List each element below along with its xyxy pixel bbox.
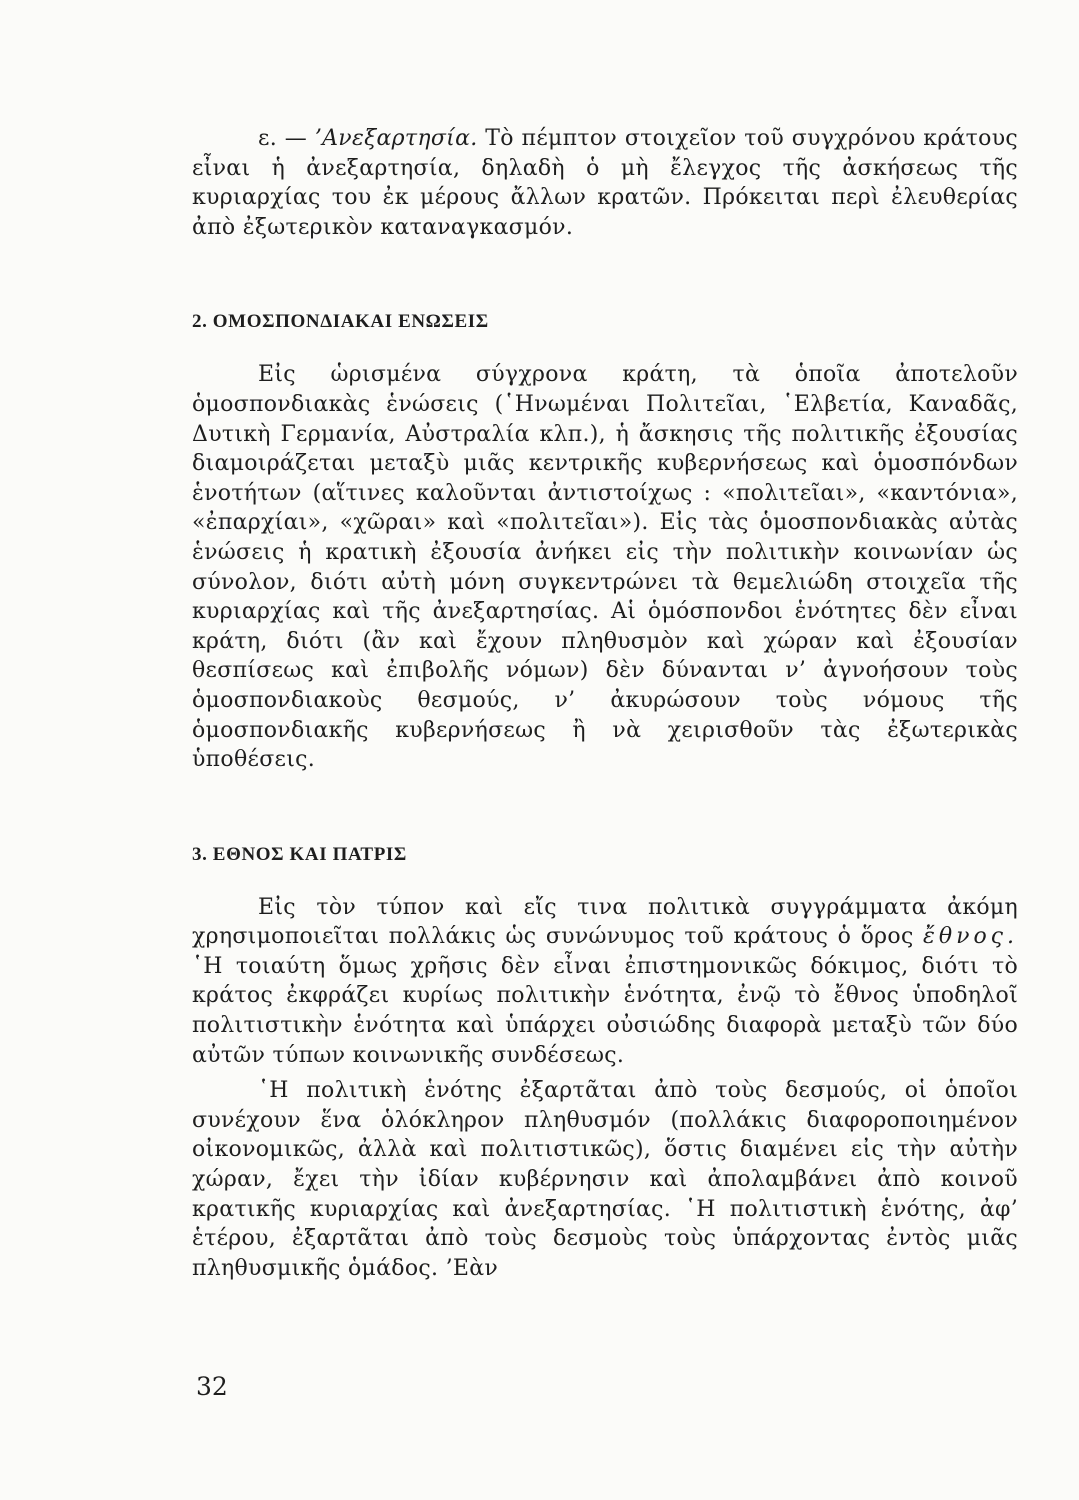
term-independence: ’Ανεξαρτησία. xyxy=(314,126,478,151)
page-body xyxy=(192,118,1018,1283)
paragraph-federal-unions: Εἰς ὡρισμένα σύγχρονα κράτη, τὰ ὁποῖα ἀποτελοῦν ὁμοσπονδιακὰς ἑνώσεις (῾Ηνωμέναι Πολιτεῖαι, ῾Ελβετία, Καναδᾶς, Δυτικὴ Γερμανία, Αὐστραλία κλπ.), ἡ ἄσκησις τῆς πολιτικῆς ἐξουσίας διαμοιράζεται μεταξὺ μιᾶς κεντρικῆς κυβερνήσεως καὶ ὁμοσπόνδων ἑνοτήτων (αἵτινες καλοῦνται ἀντιστοίχως : «πολιτεῖαι», «καντόνια», «ἐπαρχίαι», «χῶραι» καὶ «πολιτεῖαι»). Εἰς τὰς ὁμοσπονδιακὰς αὐτὰς ἑνώσεις ἡ κρατικὴ ἐξουσία ἀνήκει εἰς τὴν πολιτικὴν κοινωνίαν ὡς σύνολον, διότι αὐτὴ μόνη συγκεντρώνει τὰ θεμελιώδη στοιχεῖα τῆς κυριαρχίας καὶ τῆς ἀνεξαρτησίας. Αἱ ὁμόσπονδοι ἑνότητες δὲν εἶναι κράτη, διότι (ἂν καὶ ἔχουν πληθυσμὸν καὶ χώραν καὶ ἐξουσίαν θεσπίσεως καὶ ἐπιβολῆς νόμων) δὲν δύνανται ν’ ἀγνοήσουν τοὺς ὁμοσπονδιακοὺς θεσμούς, ν’ ἀκυρώσουν τοὺς νόμους τῆς ὁμοσπονδιακῆς κυβερνήσεως ἢ νὰ χειρισθοῦν τὰς ἐξωτερικὰς ὑποθέσεις. xyxy=(192,362,1018,773)
page-number: 32 xyxy=(196,1372,228,1401)
paragraph-nation-1 xyxy=(192,893,1018,1071)
paragraph-independence-text: Τὸ πέμπτον στοιχεῖον τοῦ συγχρόνου κράτους εἶναι ἡ ἀνεξαρτησία, δηλαδὴ ὁ μὴ ἔλεγχος τῆς ἀσκήσεως τῆς κυριαρχίας του ἐκ μέρους ἄλλων κρατῶν. Πρόκειται περὶ ἐλευθερίας ἀπὸ ἐξωτερικὸν καταναγκασμόν. xyxy=(192,126,1018,240)
item-marker: ε. — xyxy=(258,126,315,151)
term-nation: ἔθνος. xyxy=(923,924,1018,950)
paragraph-nation-2: ῾Η πολιτικὴ ἑνότης ἐξαρτᾶται ἀπὸ τοὺς δεσμούς, οἱ ὁποῖοι συνέχουν ἕνα ὁλόκληρον πληθυσμόν (πολλάκις διαφοροποιημένον οἰκονομικῶς, ἀλλὰ καὶ πολιτιστικῶς), ὅστις διαμένει εἰς τὴν αὐτὴν χώραν, ἔχει τὴν ἰδίαν κυβέρνησιν καὶ ἀπολαμβάνει ἀπὸ κοινοῦ κρατικῆς κυριαρχίας καὶ ἀνεξαρτησίας. ῾Η πολιτιστικὴ ἑνότης, ἀφ’ ἑτέρου, ἐξαρτᾶται ἀπὸ τοὺς δεσμοὺς τοὺς ὑπάρχοντας ἐντὸς μιᾶς πληθυσμικῆς ὁμάδος. ’Εὰν xyxy=(192,1078,1018,1281)
heading-nation-and-fatherland: 3. ΕΘΝΟΣ ΚΑΙ ΠΑΤΡΙΣ xyxy=(192,843,407,865)
heading-federal-unions: 2. ΟΜΟΣΠΟΝΔΙΑΚΑΙ ΕΝΩΣΕΙΣ xyxy=(192,311,489,333)
paragraph-independence xyxy=(192,124,1018,242)
paragraph-nation-1-end: ῾Η τοιαύτη ὅμως χρῆσις δὲν εἶναι ἐπιστημονικῶς δόκιμος, διότι τὸ κράτος ἐκφράζει κυρίως πολιτικὴν ἑνότητα, ἐνῷ τὸ ἔθνος ὑποδηλοῖ πολιτιστικὴν ἑνότητα καὶ ὑπάρχει οὐσιώδης διαφορὰ μεταξὺ τῶν δύο αὐτῶν τύπων κοινωνικῆς συνδέσεως. xyxy=(192,953,1018,1068)
paragraph-nation-1-start: Εἰς τὸν τύπον καὶ εἴς τινα πολιτικὰ συγγράμματα ἀκόμη χρησιμοποιεῖται πολλάκις ὡς συνώνυμος τοῦ κράτους ὁ ὅρος xyxy=(192,894,1018,950)
